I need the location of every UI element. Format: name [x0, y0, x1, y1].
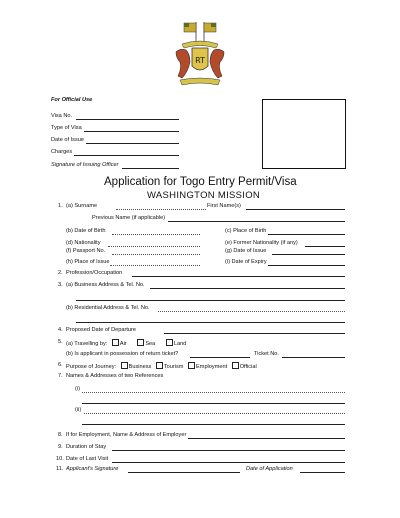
- air-checkbox[interactable]: [112, 339, 119, 346]
- signature-officer-label: Signature of Issuing Officer: [51, 162, 119, 168]
- stay-label: Duration of Stay: [66, 444, 107, 450]
- departure-label: Proposed Date of Departure: [66, 327, 136, 333]
- business-address-line-2[interactable]: [76, 300, 345, 301]
- reference-ii-line-2[interactable]: [82, 424, 345, 425]
- item-number: 11.: [56, 466, 64, 472]
- first-names-line[interactable]: [246, 209, 345, 210]
- type-of-visa-line[interactable]: [84, 131, 179, 132]
- purpose-of-journey: [66, 362, 257, 371]
- ticket-no-line[interactable]: [282, 357, 345, 358]
- business-checkbox[interactable]: [121, 362, 128, 369]
- employment-checkbox[interactable]: [188, 362, 195, 369]
- date-of-issue-label: Date of Issue: [51, 137, 84, 143]
- photo-box: [262, 99, 346, 169]
- business-address-label: (a) Business Address & Tel. No.: [66, 282, 145, 288]
- type-of-visa-label: Type of Visa: [51, 125, 82, 131]
- land-label: Land: [173, 341, 187, 347]
- date-of-issue-line[interactable]: [86, 143, 179, 144]
- travelling-by-label: (a) Travelling by:: [66, 341, 108, 347]
- last-visit-label: Date of Last Visit: [66, 456, 109, 462]
- business-label: Business: [128, 364, 152, 370]
- form-subtitle: WASHINGTON MISSION: [147, 190, 261, 201]
- first-names-label: First Name(s): [207, 203, 241, 209]
- form-title: Application for Togo Entry Permit/Visa: [104, 176, 297, 188]
- land-checkbox[interactable]: [166, 339, 173, 346]
- charges-line[interactable]: [74, 155, 179, 156]
- togo-coat-of-arms-emblem: [172, 18, 228, 88]
- item-number: 3.: [58, 282, 63, 288]
- item-number: 1.: [58, 203, 63, 209]
- date-application-label: Date of Application: [246, 466, 293, 472]
- pob-line[interactable]: [268, 234, 345, 235]
- item-number: 4.: [58, 327, 63, 333]
- item-number: 7.: [58, 373, 63, 379]
- departure-line[interactable]: [164, 333, 345, 334]
- return-ticket-label: (b) Is applicant in possession of return ticket?: [66, 351, 179, 357]
- signature-line[interactable]: [128, 472, 240, 473]
- former-nationality-line[interactable]: [305, 246, 345, 247]
- business-address-line-1[interactable]: [150, 288, 345, 289]
- stay-line[interactable]: [112, 450, 345, 451]
- sea-checkbox[interactable]: [137, 339, 144, 346]
- reference-i-label: (i): [75, 386, 80, 392]
- tourism-label: Tourism: [163, 364, 184, 370]
- pob-label: (c) Place of Birth: [225, 228, 267, 234]
- item-number: 6.: [58, 362, 63, 368]
- residential-address-line-1[interactable]: [158, 311, 345, 312]
- dob-label: (b) Date of Birth: [66, 228, 106, 234]
- svg-text:RT: RT: [195, 56, 205, 65]
- date-expiry-label: (i) Date of Expiry: [225, 259, 267, 265]
- nationality-line[interactable]: [108, 246, 200, 247]
- last-visit-line[interactable]: [112, 462, 345, 463]
- travelling-by: [66, 339, 186, 348]
- surname-label: (a) Surname: [66, 203, 98, 209]
- profession-line[interactable]: [132, 276, 345, 277]
- dob-line[interactable]: [112, 234, 200, 235]
- item-number: 2.: [58, 270, 63, 276]
- residential-address-label: (b) Residential Address & Tel. No.: [66, 305, 150, 311]
- surname-line[interactable]: [116, 209, 206, 210]
- residential-address-line-2[interactable]: [76, 322, 345, 323]
- employer-label: If for Employment, Name & Address of Employer: [66, 432, 187, 438]
- official-label: Official: [239, 364, 257, 370]
- reference-i-line-2[interactable]: [82, 403, 345, 404]
- signature-officer-line[interactable]: [122, 168, 179, 169]
- date-expiry-line[interactable]: [268, 265, 345, 266]
- tourism-checkbox[interactable]: [156, 362, 163, 369]
- visa-no-line[interactable]: [76, 119, 179, 120]
- purpose-label: Purpose of Journey:: [66, 364, 117, 370]
- official-checkbox[interactable]: [232, 362, 239, 369]
- air-label: Air: [119, 341, 127, 347]
- return-ticket-line[interactable]: [190, 357, 250, 358]
- place-issue-label: (h) Place of Issue: [66, 259, 110, 265]
- visa-no-label: Visa No.: [51, 113, 73, 119]
- item-number: 8.: [58, 432, 63, 438]
- reference-ii-line-1[interactable]: [84, 413, 345, 414]
- former-nationality-label: (e) Former Nationality (if any): [225, 240, 298, 246]
- nationality-label: (d) Nationality: [66, 240, 101, 246]
- sea-label: Sea: [145, 341, 156, 347]
- profession-label: Profession/Occupation: [66, 270, 123, 276]
- place-issue-line[interactable]: [110, 265, 200, 266]
- item-number: 10.: [56, 456, 64, 462]
- employer-line-1[interactable]: [188, 438, 345, 439]
- ticket-no-label: Ticket No.: [254, 351, 279, 357]
- reference-ii-label: (ii): [75, 407, 82, 413]
- official-use-heading: For Official Use: [51, 97, 93, 103]
- item-number: 9.: [58, 444, 63, 450]
- previous-name-line[interactable]: [168, 221, 345, 222]
- passport-date-issue-label: (g) Date of Issue: [225, 248, 267, 254]
- previous-name-label: Previous Name (if applicable): [92, 215, 166, 221]
- signature-label: Applicant's Signature: [66, 466, 119, 472]
- employment-label: Employment: [196, 364, 228, 370]
- reference-i-line-1[interactable]: [82, 392, 345, 393]
- date-application-line[interactable]: [300, 472, 345, 473]
- passport-label: (f) Passport No.: [66, 248, 106, 254]
- passport-date-issue-line[interactable]: [272, 254, 345, 255]
- references-label: Names & Addresses of two References: [66, 373, 164, 379]
- charges-label: Charges: [51, 149, 73, 155]
- item-number: 5.: [58, 339, 63, 345]
- passport-line[interactable]: [112, 254, 200, 255]
